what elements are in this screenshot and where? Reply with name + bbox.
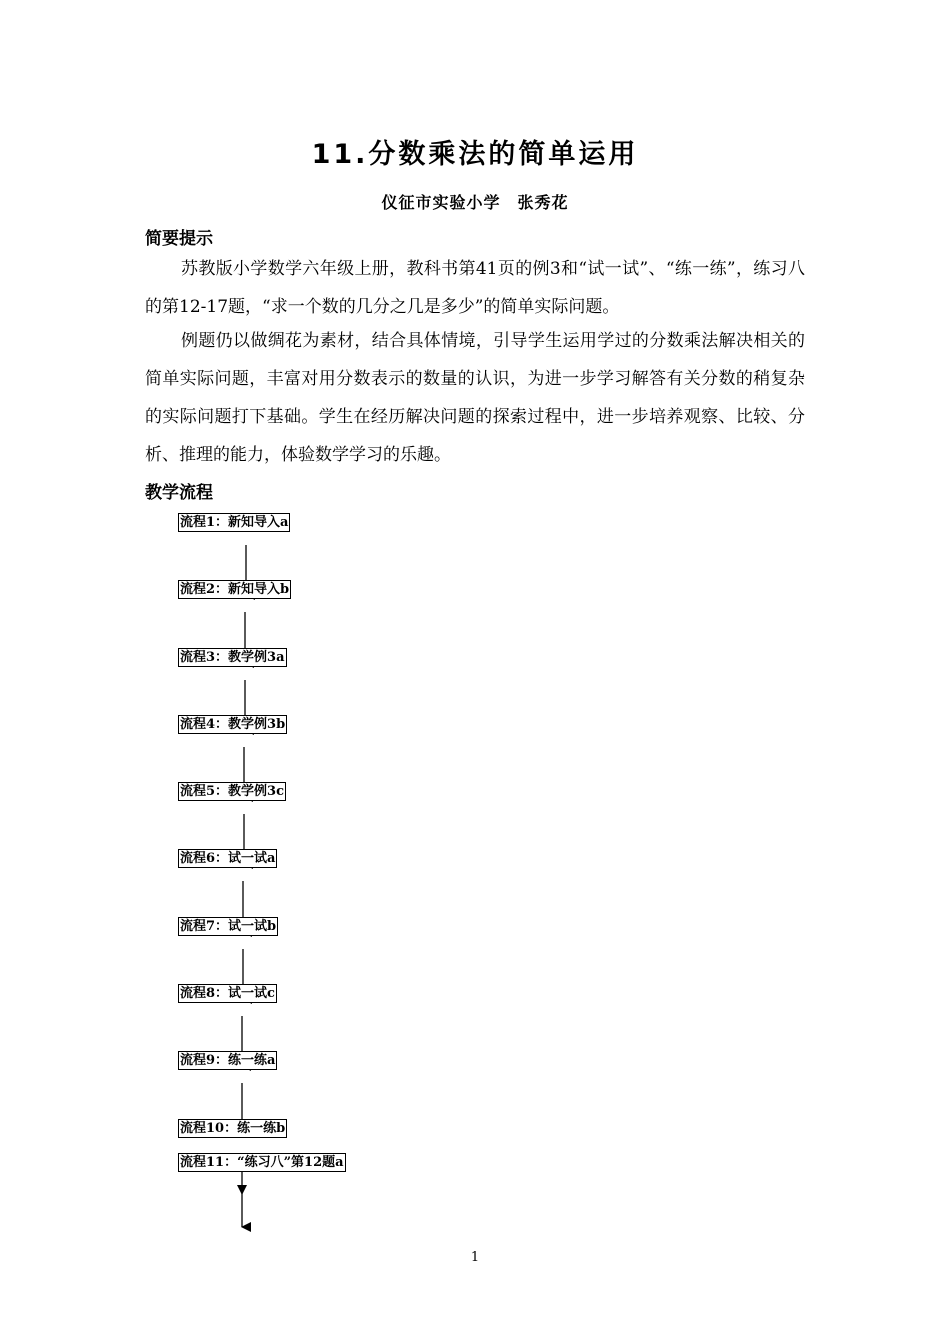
author-line: 仪征市实验小学 张秀花: [381, 193, 569, 212]
summary-paragraph-2: 例题仍以做绸花为素材，结合具体情境，引导学生运用学过的分数乘法解决相关的简单实际问题，丰富对用分数表示的数量的认识，为进一步学习解答有关分数的稍复杂的实际问题打下基础。学生在经历解决问题的探索过程中，进一步培养观察、比较、分析、推理的能力，体验数学学习的乐趣。: [145, 331, 805, 465]
teaching-flowchart: [178, 513, 578, 1233]
page-number: 1: [470, 1250, 480, 1265]
document-title: 11.分数乘法的简单运用: [311, 139, 639, 170]
flow-step-5: 流程5：教学例3c: [180, 784, 285, 799]
summary-paragraph-1: 苏教版小学数学六年级上册，教科书第41页的例3和“试一试”、“练一练”，练习八的第12-17题，“求一个数的几分之几是多少”的简单实际问题。: [145, 259, 805, 317]
flow-step-11: 流程11：“练习八”第12题a: [180, 1155, 344, 1170]
flow-step-7: 流程7：试一试b: [180, 919, 277, 934]
flow-step-9: 流程9：练一练a: [180, 1053, 276, 1068]
flow-step-10: 流程10：练一练b: [180, 1121, 286, 1136]
flow-step-4: 流程4：教学例3b: [180, 717, 286, 732]
flow-step-8: 流程8：试一试c: [180, 986, 275, 1001]
process-heading: 教学流程: [145, 483, 213, 503]
flow-step-2: 流程2：新知导入b: [180, 582, 290, 597]
summary-heading: 简要提示: [145, 229, 213, 249]
flow-step-6: 流程6：试一试a: [180, 851, 276, 866]
flow-step-1: 流程1：新知导入a: [180, 515, 289, 530]
flow-arrow-extra-head: [237, 1185, 247, 1195]
flow-step-3: 流程3：教学例3a: [180, 650, 285, 665]
